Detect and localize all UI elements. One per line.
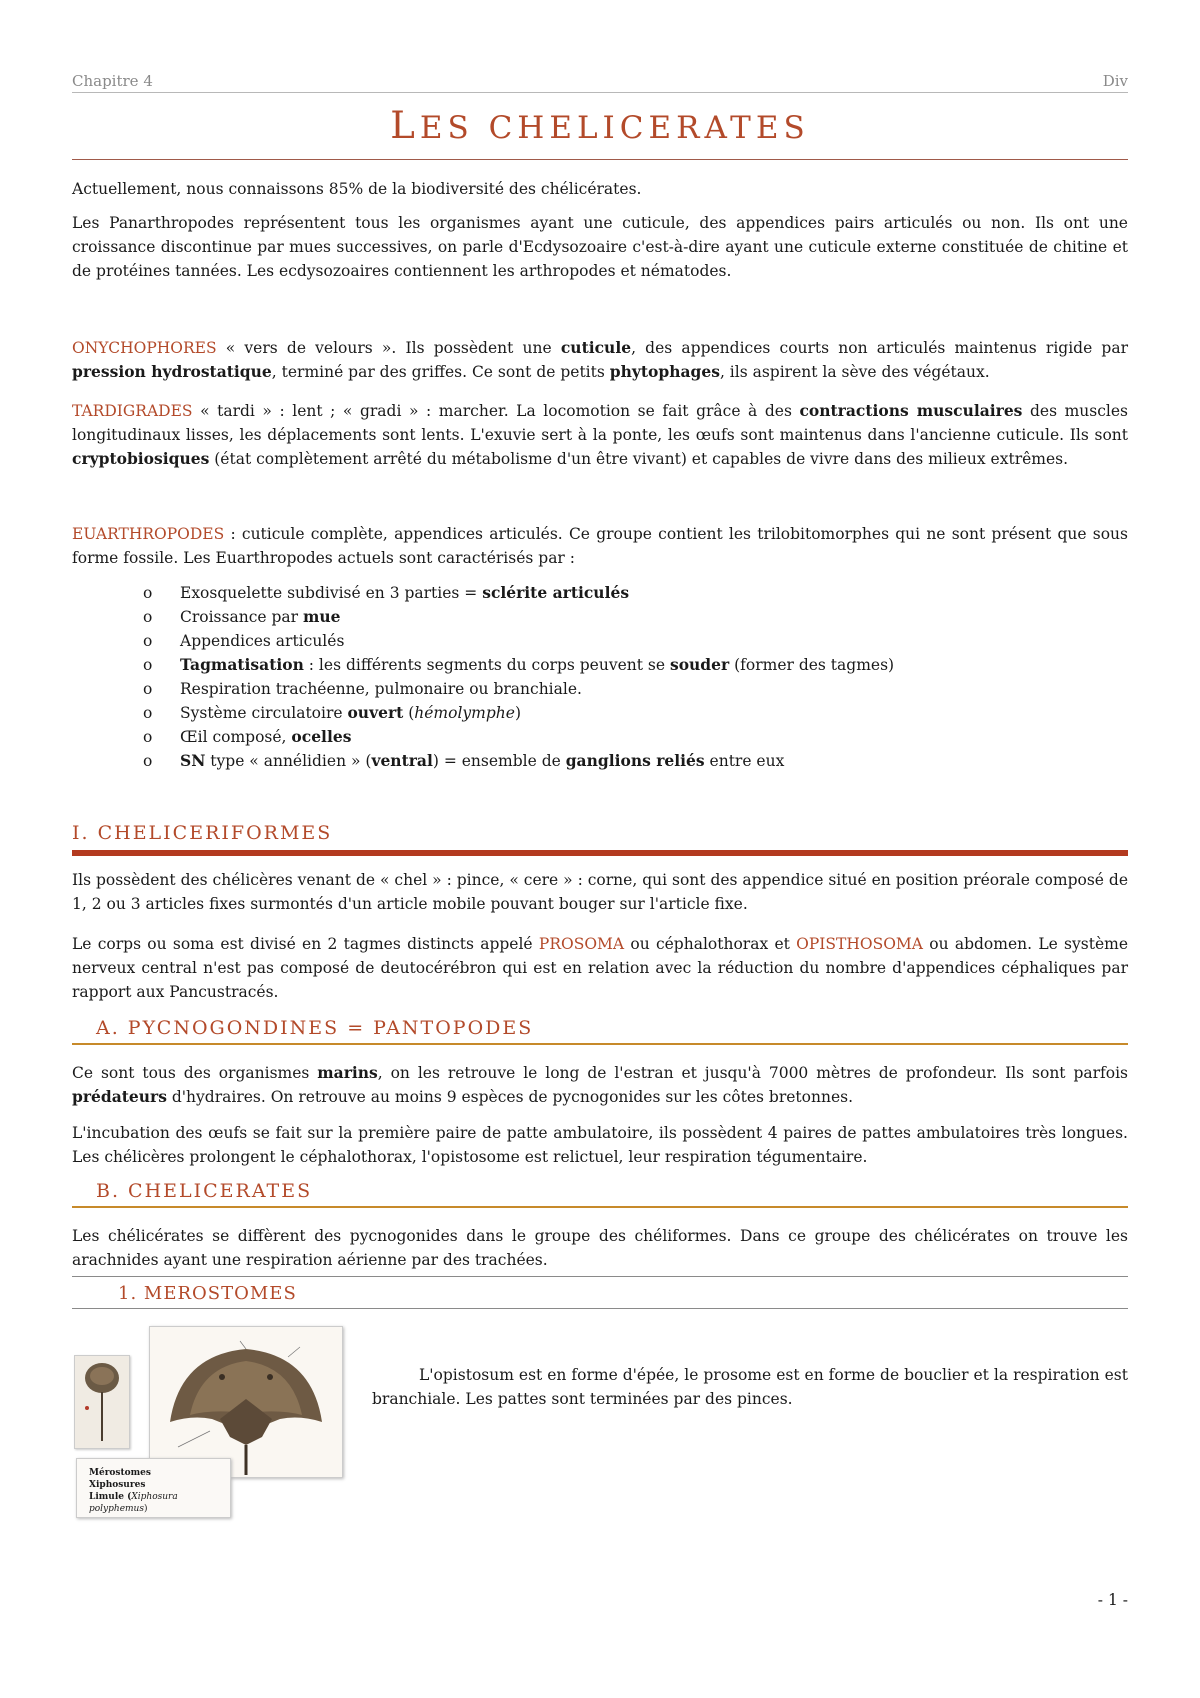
list-item [143,653,1128,677]
tardigrades-paragraph [72,399,1128,471]
intro-paragraph-1 [72,177,1128,201]
list-item [143,725,1128,749]
section-divider [72,1276,1128,1277]
section-heading-merostomes: 1. MEROSTOMES [72,1283,1128,1309]
list-bold: SN [180,751,206,770]
cheliceriformes-text-1: Ils possèdent des chélicères venant de « chel » : pince, « cere » : corne, qui sont des appendice situé en position préorale composé de 1, 2 ou 3 articles fixes surmontés d'un article mobile pouvant bouger sur l'article fixe. [72,871,1128,913]
caption-line-2: Xiphosures [89,1480,146,1490]
onychophores-paragraph [72,336,1128,384]
caption-text-3a: Limule ( [89,1492,132,1502]
page-title [72,104,1128,160]
caption-line-3 [89,1491,222,1515]
pycnogondines-paragraph-2 [72,1121,1128,1169]
euarthropodes-paragraph [72,522,1128,570]
euarthropodes-text: : cuticule complète, appendices articulés. Ce groupe contient les trilobitomorphes qui ne sont présent que sous forme fossile. Les Euarthropodes actuels sont caractérisés par : [72,525,1128,567]
list-bold: ganglions reliés [565,751,705,770]
limule-large-icon [150,1327,342,1477]
list-item [143,677,1128,701]
list-text: ) = ensemble de [432,752,566,770]
list-item [143,605,1128,629]
bullet-icon: o [143,680,153,698]
tardigrades-text-3: (état complètement arrêté du métabolisme d'un être vivant) et capables de vivre dans des milieux extrêmes. [209,450,1069,468]
intro-text-1: Actuellement, nous connaissons 85% de la biodiversité des chélicérates. [72,180,642,198]
section-heading-chelicerates: B. CHELICERATES [72,1180,1128,1208]
intro-text-2: Les Panarthropodes représentent tous les organismes ayant une cuticule, des appendices pairs articulés ou non. Ils ont une croissance discontinue par mues successives, on parle d'Ecdysozoaire c'est-à-dire ayant une cuticule externe constituée de chitine et de protéines tannées. Les ecdysozoaires contiennent les arthropodes et nématodes. [72,214,1128,280]
pycno-bold-1: marins [317,1063,378,1082]
list-item [143,701,1128,725]
list-bold: ouvert [347,703,404,722]
list-text: Exosquelette subdivisé en 3 parties = [180,584,483,602]
onychophores-text-1: « vers de velours ». Ils possèdent une [216,339,561,357]
pycnogondines-paragraph-1 [72,1061,1128,1109]
page-number: - 1 - [1097,1591,1128,1609]
figure-caption-box [76,1458,231,1518]
bullet-icon: o [143,728,153,746]
pycno-text-2: L'incubation des œufs se fait sur la première paire de patte ambulatoire, ils possèdent 4 paires de pattes ambulatoires très longues. Les chélicères prolongent le céphalothorax, l'opistosome est relictuel, leur respiration tégumentaire. [72,1124,1128,1166]
pycno-text-1a: Ce sont tous des organismes [72,1064,318,1082]
merostomes-paragraph [372,1363,1128,1411]
caption-line-1: Mérostomes [89,1468,151,1478]
tardigrades-bold-1: contractions musculaires [799,401,1023,420]
list-text: ) [514,704,522,722]
list-bold: ventral [371,751,433,770]
list-bold: souder [669,655,730,674]
list-italic: hémolymphe [414,704,515,722]
caption-text-3c: ) [143,1504,148,1514]
title-rest: ES CHELICERATES [419,110,810,146]
onychophores-text-3: , terminé par des griffes. Ce sont de petits [271,363,610,381]
list-text: ( [403,704,415,722]
cheliceriformes-text-2e: ou abdomen. Le système nerveux central n'est pas composé de deutocérébron qui est en relation avec la réduction du nombre d'appendices céphaliques par rapport aux Pancustracés. [72,935,1128,1001]
intro-paragraph-2 [72,211,1128,283]
onychophores-bold-3: phytophages [609,362,720,381]
cheliceriformes-paragraph-1 [72,868,1128,916]
chelicerates-paragraph [72,1224,1128,1272]
list-text: Croissance par [180,608,303,626]
header-chapter: Chapitre 4 [72,72,153,90]
onychophores-bold-1: cuticule [560,338,632,357]
list-text: Système circulatoire [180,704,348,722]
list-text: (former des tagmes) [729,656,895,674]
opisthosoma-term: OPISTHOSOMA [796,935,923,953]
list-text: Œil composé, [180,728,292,746]
list-item [143,629,1128,653]
list-text: Appendices articulés [180,632,345,650]
limule-specimen-small-image [74,1355,130,1449]
list-bold: Tagmatisation [180,655,304,674]
bullet-icon: o [143,584,153,602]
onychophores-text-4: , ils aspirent la sève des végétaux. [719,363,990,381]
onychophores-bold-2: pression hydrostatique [72,362,272,381]
chelicerates-text: Les chélicérates se diffèrent des pycnogonides dans le groupe des chéliformes. Dans ce groupe des chélicérates on trouve les arachnides ayant une respiration aérienne par des trachées. [72,1227,1128,1269]
merostomes-text: L'opistosum est en forme d'épée, le prosome est en forme de bouclier et la respiration est branchiale. Les pattes sont terminées par des pinces. [372,1366,1128,1408]
pycno-text-1c: , on les retrouve le long de l'estran et jusqu'à 7000 mètres de profondeur. Ils sont parfois [377,1064,1128,1082]
limule-small-icon [75,1356,129,1448]
list-bold: sclérite articulés [482,583,630,602]
pycno-bold-2: prédateurs [72,1087,167,1106]
onychophores-text-2: , des appendices courts non articulés maintenus rigide par [631,339,1128,357]
title-initial: L [390,104,420,147]
list-item [143,749,1128,773]
list-bold: mue [302,607,341,626]
characteristics-list [143,581,1128,773]
list-text: type « annélidien » ( [205,752,372,770]
tardigrades-bold-2: cryptobiosiques [72,449,210,468]
cheliceriformes-text-2a: Le corps ou soma est divisé en 2 tagmes distincts appelé [72,935,539,953]
bullet-icon: o [143,752,153,770]
tardigrades-text-1: « tardi » : lent ; « gradi » : marcher. La locomotion se fait grâce à des [192,402,800,420]
bullet-icon: o [143,656,153,674]
bullet-icon: o [143,632,153,650]
limule-specimen-image [149,1326,343,1478]
onychophores-term: ONYCHOPHORES [72,339,217,357]
bullet-icon: o [143,608,153,626]
list-text: Respiration trachéenne, pulmonaire ou branchiale. [180,680,582,698]
list-bold: ocelles [291,727,352,746]
cheliceriformes-text-2c: ou céphalothorax et [624,935,797,953]
section-heading-pycnogondines: A. PYCNOGONDINES = PANTOPODES [72,1017,1128,1045]
list-text: entre eux [704,752,785,770]
bullet-icon: o [143,704,153,722]
prosoma-term: PROSOMA [538,935,625,953]
caption-species: Xiphosura polyphemus [89,1492,178,1514]
pycno-text-1e: d'hydraires. On retrouve au moins 9 espèces de pycnogonides sur les côtes bretonnes. [166,1088,853,1106]
list-item [143,581,1128,605]
list-text: : les différents segments du corps peuvent se [303,656,670,674]
page-header [72,72,1128,93]
tardigrades-text-2: des muscles longitudinaux lisses, les déplacements sont lents. L'exuvie sert à la ponte, les œufs sont maintenus dans l'ancienne cuticule. Ils sont [72,402,1128,444]
cheliceriformes-paragraph-2 [72,932,1128,1004]
section-heading-cheliceriformes: I. CHELICERIFORMES [72,822,1128,856]
tardigrades-term: TARDIGRADES [72,402,193,420]
header-section: Div [1102,72,1128,90]
euarthropodes-term: EUARTHROPODES [72,525,225,543]
